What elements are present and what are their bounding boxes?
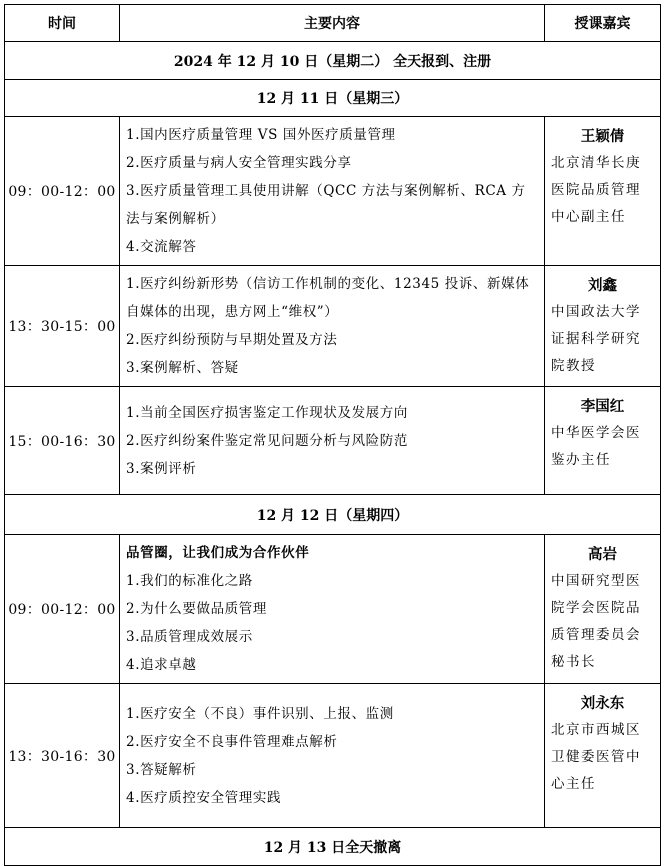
session-time: 15：00-16：30 [5,387,120,495]
content-item: 3.案例评析 [126,460,197,477]
content-item: 2.医疗纠纷案件鉴定常见问题分析与风险防范 [126,432,408,449]
session-content [120,266,545,387]
schedule-table [4,4,661,866]
content-item: 4.医疗质控安全管理实践 [126,789,282,806]
registration-text: 2024 年 12 月 10 日（星期二） 全天报到、注册 [5,42,661,80]
content-item: 1.医疗纠纷新形势（信访工作机制的变化、12345 投诉、新媒体自媒体的出现，患方网上“维权”） [126,276,530,320]
content-item: 2.医疗安全不良事件管理难点解析 [126,733,338,750]
speaker-name: 刘鑫 [588,277,617,294]
content-item: 1.国内医疗质量管理 VS 国外医疗质量管理 [126,127,396,143]
content-item: 1.当前全国医疗损害鉴定工作现状及发展方向 [126,404,408,421]
content-item: 3.答疑解析 [126,761,197,778]
content-item: 1.我们的标准化之路 [126,573,253,589]
session-speaker [545,117,661,266]
speaker-title: 北京市西城区卫健委医管中心主任 [551,722,641,792]
day-label: 12 月 11 日（星期三） [5,80,661,117]
closing-row [5,828,661,866]
session-time: 09：00-12：00 [5,117,120,266]
header-speaker: 授课嘉宾 [545,5,661,42]
session-speaker [545,387,661,495]
content-heading: 品管圈，让我们成为合作伙伴 [126,545,310,561]
content-item: 3.案例解析、答疑 [126,360,239,376]
content-item: 3.品质管理成效展示 [126,629,253,645]
content-item: 2.医疗质量与病人安全管理实践分享 [126,155,352,171]
session-speaker [545,266,661,387]
day-label: 12 月 12 日（星期四） [5,495,661,535]
content-item: 1.医疗安全（不良）事件识别、上报、监测 [126,705,394,722]
content-item: 2.医疗纠纷预防与早期处置及方法 [126,332,338,348]
session-content [120,535,545,684]
speaker-title: 北京清华长庚医院品质管理中心副主任 [551,155,641,225]
content-item: 3.医疗质量管理工具使用讲解（QCC 方法与案例解析、RCA 方法与案例解析） [126,183,526,227]
session-row [5,535,661,684]
session-row [5,266,661,387]
session-time: 13：30-16：30 [5,684,120,828]
content-item: 4.追求卓越 [126,657,197,673]
day-row [5,495,661,535]
session-row [5,117,661,266]
header-content: 主要内容 [120,5,545,42]
speaker-name: 刘永东 [580,695,625,712]
content-item: 2.为什么要做品质管理 [126,601,267,617]
session-time: 13：30-15：00 [5,266,120,387]
closing-text: 12 月 13 日全天撤离 [5,828,661,866]
session-speaker [545,535,661,684]
session-content [120,684,545,828]
session-row [5,684,661,828]
speaker-name: 李国红 [580,398,625,415]
session-time: 09：00-12：00 [5,535,120,684]
session-speaker [545,684,661,828]
speaker-title: 中国政法大学证据科学研究院教授 [551,304,641,374]
speaker-name: 高岩 [588,546,617,563]
speaker-name: 王颖倩 [580,128,625,145]
day-row [5,80,661,117]
content-item: 4.交流解答 [126,239,197,255]
header-row [5,5,661,42]
header-time: 时间 [5,5,120,42]
session-content [120,117,545,266]
session-content [120,387,545,495]
speaker-title: 中国研究型医院学会医院品质管理委员会秘书长 [551,573,641,670]
registration-row [5,42,661,80]
speaker-title: 中华医学会医鉴办主任 [551,425,641,468]
session-row [5,387,661,495]
